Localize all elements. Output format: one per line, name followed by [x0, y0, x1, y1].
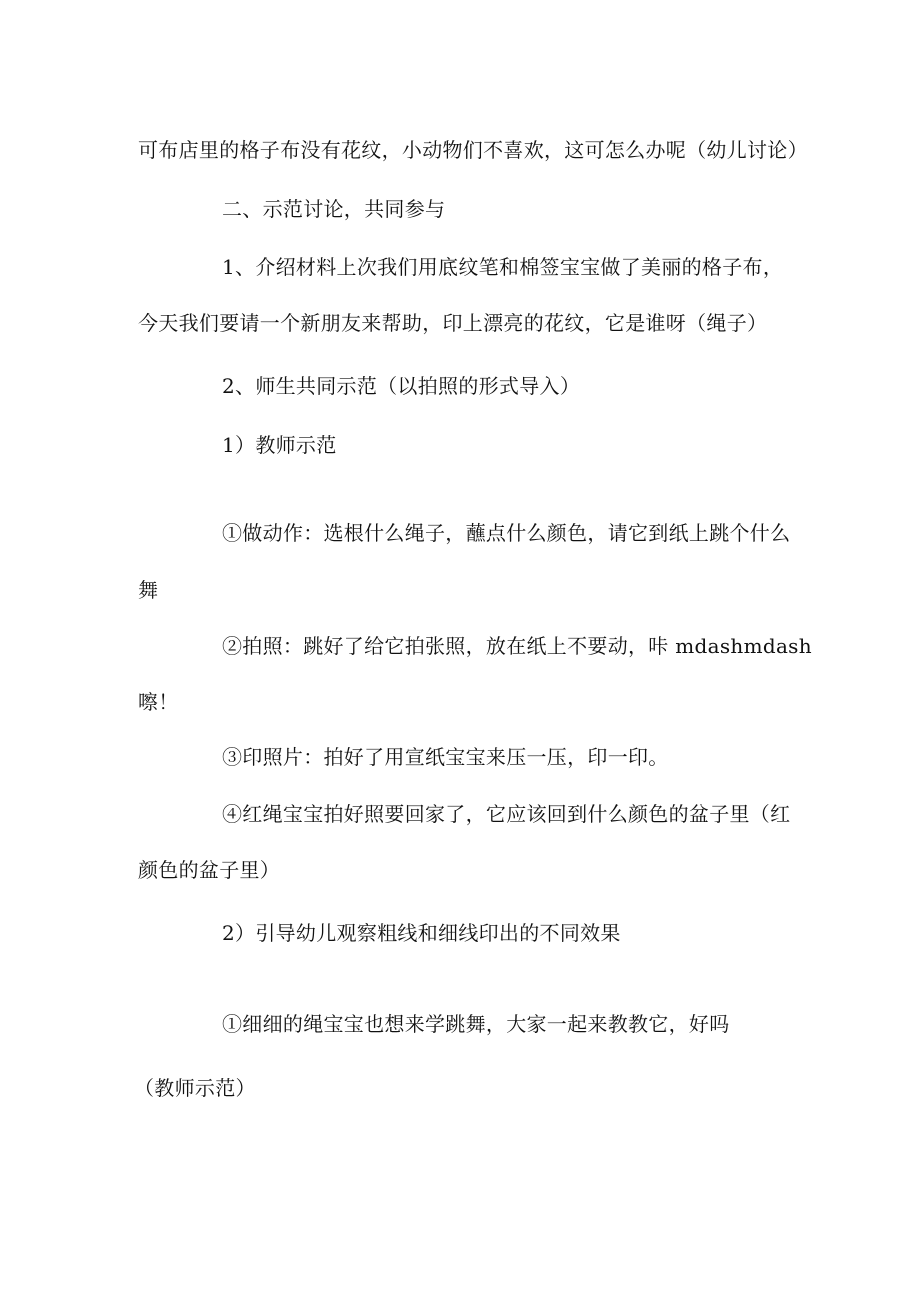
text-line: 1、介绍材料上次我们用底纹笔和棉签宝宝做了美丽的格子布，	[222, 255, 784, 279]
text-line: （教师示范）	[134, 1076, 256, 1100]
text-line: 2、师生共同示范（以拍照的形式导入）	[222, 374, 581, 398]
section-heading: 二、示范讨论，共同参与	[222, 197, 446, 221]
text-line: ①做动作：选根什么绳子，蘸点什么颜色，请它到纸上跳个什么	[222, 521, 791, 545]
text-line: ③印照片：拍好了用宣纸宝宝来压一压，印一印。	[222, 745, 669, 769]
text-line: ②拍照：跳好了给它拍张照，放在纸上不要动，咔 mdashmdash	[222, 634, 812, 658]
text-line: 嚓！	[138, 690, 179, 714]
text-line: 颜色的盆子里）	[138, 858, 281, 882]
text-line: ④红绳宝宝拍好照要回家了，它应该回到什么颜色的盆子里（红	[222, 802, 791, 826]
text-line: 可布店里的格子布没有花纹，小动物们不喜欢，这可怎么办呢（幼儿讨论）	[138, 138, 808, 162]
sub-heading: 2）引导幼儿观察粗线和细线印出的不同效果	[222, 921, 621, 945]
sub-heading: 1）教师示范	[222, 433, 337, 457]
text-line: 舞	[138, 578, 159, 602]
text-line: 今天我们要请一个新朋友来帮助，印上漂亮的花纹，它是谁呀（绳子）	[138, 311, 768, 335]
text-line: ①细细的绳宝宝也想来学跳舞，大家一起来教教它，好吗	[222, 1012, 730, 1036]
